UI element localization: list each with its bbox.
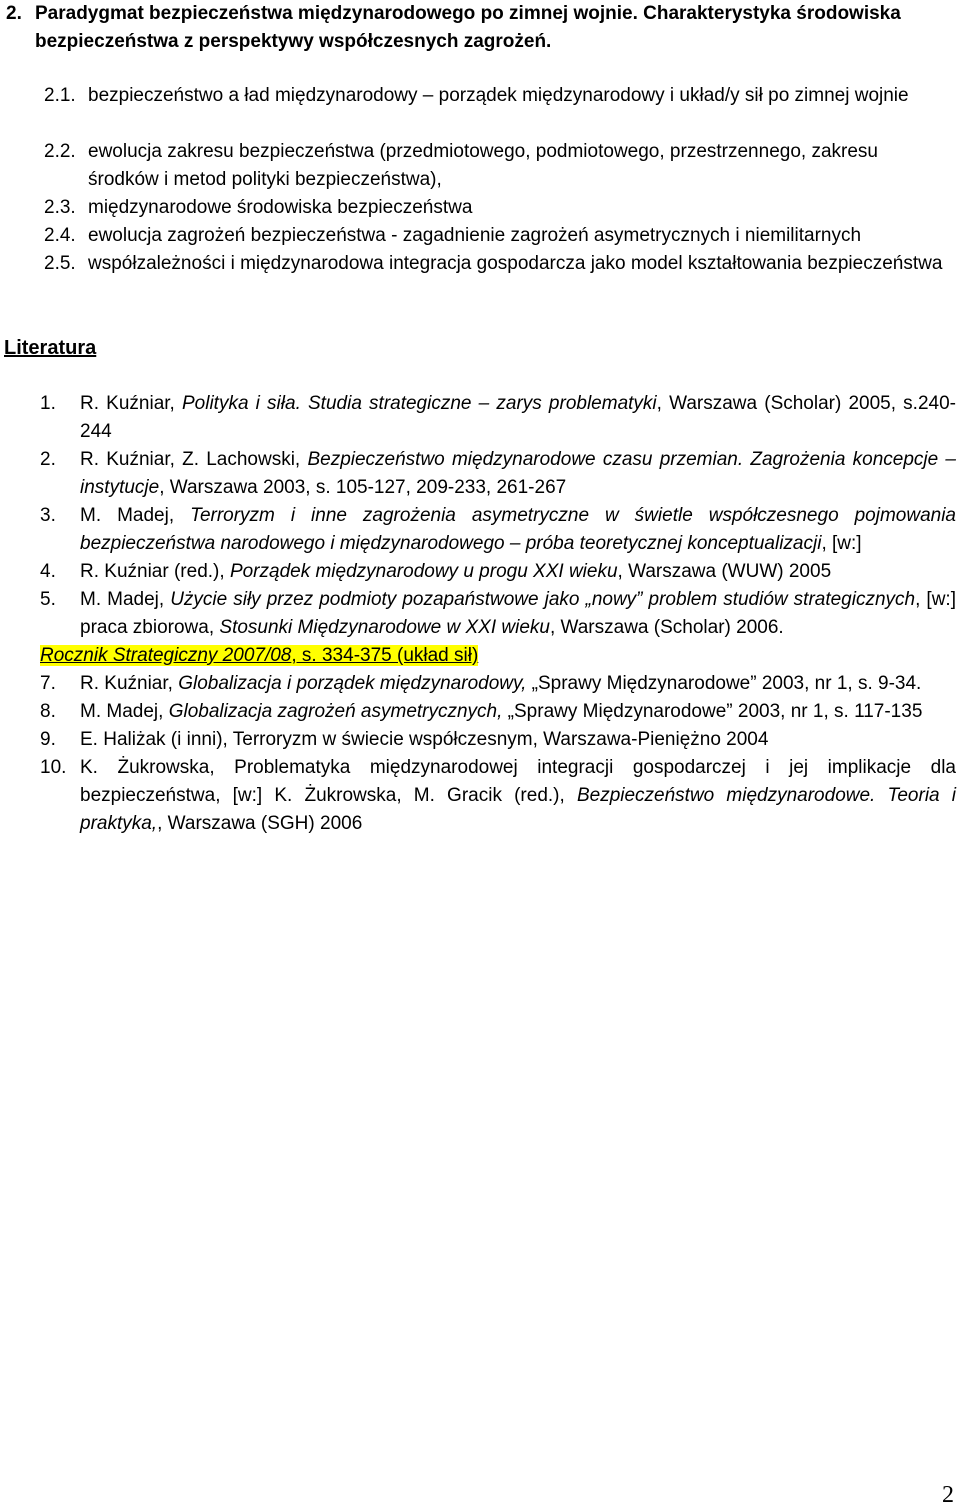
reference-segment: M. Madej, — [80, 505, 191, 526]
subsection-item — [44, 82, 944, 110]
reference-item — [40, 558, 956, 586]
reference-text[interactable] — [40, 642, 956, 670]
reference-item — [40, 670, 956, 698]
subsection-number: 2.2. — [44, 141, 76, 162]
reference-segment: R. Kuźniar (red.), — [80, 561, 230, 582]
reference-text — [80, 670, 956, 698]
reference-number: 1. — [40, 393, 56, 414]
section-heading — [6, 0, 956, 56]
reference-item — [40, 446, 956, 502]
reference-text — [80, 754, 956, 838]
subsection-text: ewolucja zagrożeń bezpieczeństwa - zagadnienie zagrożeń asymetrycznych i niemilitarnych — [88, 225, 862, 246]
highlighted-reference-link[interactable] — [40, 645, 478, 666]
subsection-number: 2.3. — [44, 197, 76, 218]
reference-segment: K. Żukrowska, Problematyka międzynarodowej integracji gospodarczej i jej implikacje dla bezpieczeństwa, [w:] K. Żukrowska, M. Gracik (red.), — [80, 757, 956, 806]
section-title: Paradygmat bezpieczeństwa międzynarodowego po zimnej wojnie. Charakterystyka środowiska bezpieczeństwa z perspektywy współczesnych zagrożeń. — [35, 3, 901, 52]
reference-title: Bezpieczeństwo międzynarodowe. Teoria i praktyka, — [80, 785, 956, 834]
subsection-item — [44, 194, 944, 222]
subsection-text: bezpieczeństwo a ład międzynarodowy – porządek międzynarodowy i układ/y sił po zimnej wojnie — [88, 85, 909, 106]
reference-title: Globalizacja zagrożeń asymetrycznych, — [168, 701, 503, 722]
reference-item — [40, 586, 956, 642]
reference-text — [80, 558, 956, 586]
subsection-item — [44, 250, 944, 278]
reference-item — [40, 390, 956, 446]
literature-heading: Literatura — [4, 337, 97, 359]
reference-segment: „Sprawy Międzynarodowe” 2003, nr 1, s. 117-135 — [502, 701, 923, 722]
reference-title: Polityka i siła. Studia strategiczne – zarys problematyki — [181, 393, 657, 414]
reference-segment: , Warszawa (Scholar) 2005, s.240-244 — [80, 393, 956, 442]
reference-segment: „Sprawy Międzynarodowe” 2003, nr 1, s. 9-34. — [526, 673, 922, 694]
reference-text — [80, 726, 956, 754]
page-number: 2 — [942, 1482, 954, 1508]
subsection-text: współzależności i międzynarodowa integracja gospodarcza jako model kształtowania bezpieczeństwa — [88, 253, 943, 274]
reference-item — [40, 726, 956, 754]
reference-segment: , s. 334-375 (układ sił) — [291, 645, 479, 666]
section-number: 2. — [6, 3, 22, 24]
reference-segment: E. Haliżak (i inni), Terroryzm w świecie współczesnym, Warszawa-Pieniężno 2004 — [80, 729, 769, 750]
reference-list — [40, 390, 956, 838]
subsection-item — [44, 222, 944, 250]
reference-title: Użycie siły przez podmioty pozapaństwowe jako „nowy” problem studiów strategicznych — [170, 589, 916, 610]
reference-segment: R. Kuźniar, Z. Lachowski, — [80, 449, 308, 470]
reference-number: 2. — [40, 449, 56, 470]
reference-item — [40, 642, 956, 670]
reference-title: Stosunki Międzynarodowe w XXI wieku — [219, 617, 550, 638]
subsection-number: 2.1. — [44, 85, 76, 106]
reference-item — [40, 698, 956, 726]
reference-text — [80, 698, 956, 726]
reference-segment: , Warszawa (Scholar) 2006. — [549, 617, 784, 638]
reference-title: Porządek międzynarodowy u progu XXI wieku — [229, 561, 618, 582]
subsection-number: 2.5. — [44, 253, 76, 274]
reference-number: 5. — [40, 589, 56, 610]
reference-segment: , Warszawa (SGH) 2006 — [157, 813, 363, 834]
reference-number: 7. — [40, 673, 56, 694]
reference-text — [80, 502, 956, 558]
subsection-item — [44, 138, 944, 194]
reference-segment: R. Kuźniar, — [80, 673, 179, 694]
reference-segment: , Warszawa 2003, s. 105-127, 209-233, 261-267 — [159, 477, 567, 498]
reference-number: 4. — [40, 561, 56, 582]
reference-segment: , [w:] praca zbiorowa, — [80, 589, 956, 638]
reference-segment: R. Kuźniar, — [80, 393, 182, 414]
reference-number: 9. — [40, 729, 56, 750]
reference-text — [80, 446, 956, 502]
reference-segment: M. Madej, — [80, 701, 169, 722]
subsection-text: ewolucja zakresu bezpieczeństwa (przedmiotowego, podmiotowego, przestrzennego, zakresu środków i metod polityki bezpieczeństwa), — [88, 141, 878, 190]
reference-text — [80, 586, 956, 642]
reference-title: Bezpieczeństwo międzynarodowe czasu przemian. Zagrożenia koncepcje – instytucje — [80, 449, 956, 498]
reference-number: 10. — [40, 757, 67, 778]
reference-segment: , Warszawa (WUW) 2005 — [617, 561, 832, 582]
reference-text — [80, 390, 956, 446]
reference-segment: M. Madej, — [80, 589, 171, 610]
reference-title: Terroryzm i inne zagrożenia asymetryczne w świetle współczesnego pojmowania bezpieczeństwa narodowego i międzynarodowego – próba teoretycznej konceptualizacji — [80, 505, 956, 554]
reference-item — [40, 754, 956, 838]
subsection-text: międzynarodowe środowiska bezpieczeństwa — [88, 197, 473, 218]
reference-number: 3. — [40, 505, 56, 526]
reference-number: 8. — [40, 701, 56, 722]
reference-title: Globalizacja i porządek międzynarodowy, — [178, 673, 527, 694]
reference-segment: , [w:] — [821, 533, 862, 554]
reference-item — [40, 502, 956, 558]
reference-title: Rocznik Strategiczny 2007/08 — [40, 645, 292, 666]
subsection-number: 2.4. — [44, 225, 76, 246]
